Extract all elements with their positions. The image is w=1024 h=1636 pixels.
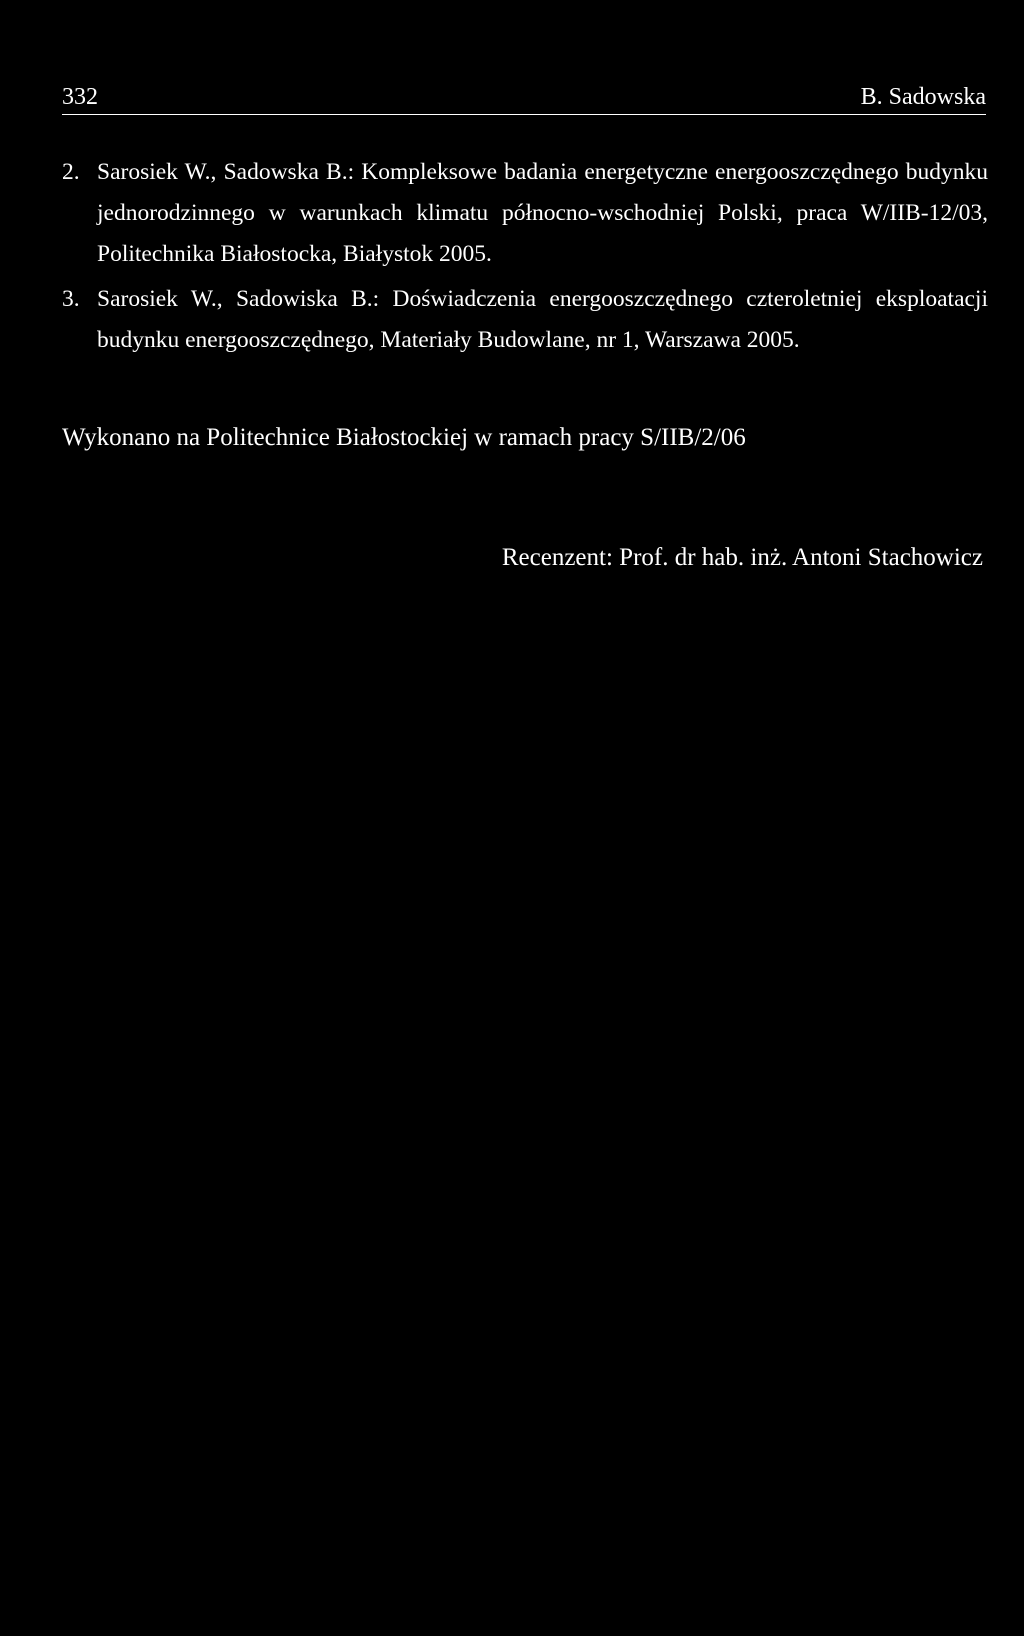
page-header <box>62 82 986 116</box>
reviewer-note: Recenzent: Prof. dr hab. inż. Antoni Stachowicz <box>501 544 983 571</box>
reference-number: 2. <box>62 159 80 185</box>
running-head-author: B. Sadowska <box>860 84 986 110</box>
reference-text: Sarosiek W., Sadowska B.: Kompleksowe badania energetyczne energooszczędnego budynku jednorodzinnego w warunkach klimatu północno-wschodniej Polski, praca W/IIB-12/03, Politechnika Białostocka, Białystok 2005. <box>97 159 988 267</box>
reference-number: 3. <box>62 286 80 312</box>
reference-item <box>62 279 988 361</box>
reference-text: Sarosiek W., Sadowiska B.: Doświadczenia energooszczędnego czteroletniej eksploatacji budynku energooszczędnego, Materiały Budowlane, nr 1, Warszawa 2005. <box>97 286 988 353</box>
funding-note: Wykonano na Politechnice Białostockiej w ramach pracy S/IIB/2/06 <box>62 424 746 451</box>
page-number: 332 <box>62 84 98 110</box>
header-rule <box>62 114 986 115</box>
reference-list <box>62 152 988 365</box>
reference-item <box>62 152 988 275</box>
